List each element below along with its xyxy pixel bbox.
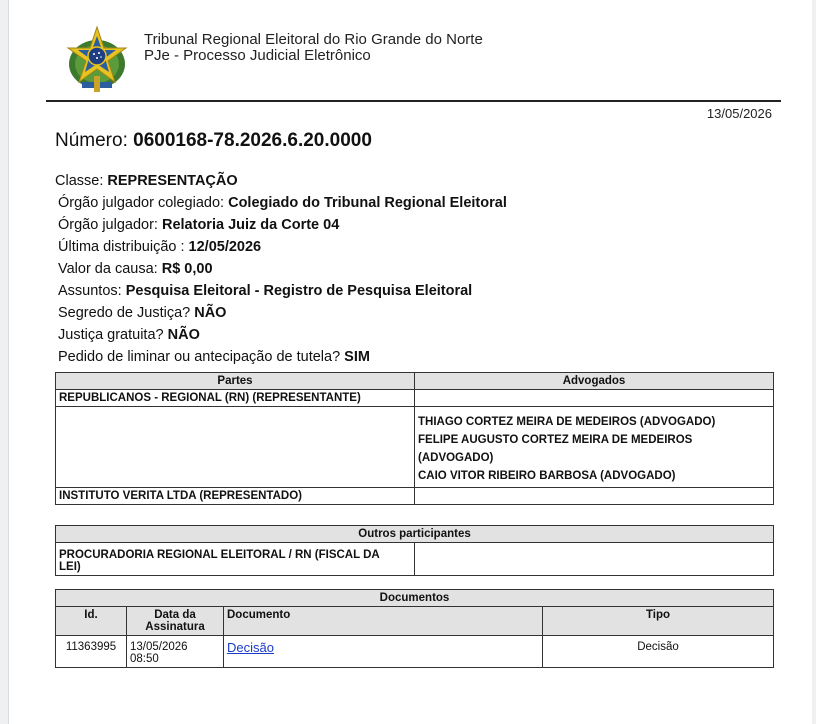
doc-cell bbox=[224, 636, 543, 668]
fiscal-lei: PROCURADORIA REGIONAL ELEITORAL / RN (FISCAL DA LEI) bbox=[56, 543, 415, 576]
parte-empty bbox=[56, 407, 415, 488]
window-right-edge bbox=[812, 0, 816, 724]
advogados-empty bbox=[415, 390, 774, 407]
field-pedido-liminar: Pedido de liminar ou antecipação de tutela? SIM bbox=[58, 349, 370, 365]
field-orgao-colegiado: Órgão julgador colegiado: Colegiado do Tribunal Regional Eleitoral bbox=[58, 195, 507, 211]
advogado-2-role: (ADVOGADO) bbox=[418, 452, 494, 464]
field-segredo-justica: Segredo de Justiça? NÃO bbox=[58, 305, 227, 321]
documentos-table bbox=[55, 589, 774, 668]
doc-id: 11363995 bbox=[56, 636, 127, 668]
process-number bbox=[55, 130, 372, 152]
field-assuntos: Assuntos: Pesquisa Eleitoral - Registro de Pesquisa Eleitoral bbox=[58, 283, 473, 299]
brazil-coat-of-arms-icon bbox=[64, 24, 130, 96]
decisao-link[interactable]: Decisão bbox=[227, 640, 274, 655]
table-row bbox=[56, 543, 774, 576]
process-number-value: 0600168-78.2026.6.20.0000 bbox=[133, 130, 372, 151]
partes-header: Partes bbox=[56, 373, 415, 390]
process-fields bbox=[55, 170, 507, 368]
col-data-assinatura: Data da Assinatura bbox=[127, 607, 224, 636]
advogados-empty-2 bbox=[415, 488, 774, 505]
documentos-header: Documentos bbox=[56, 590, 774, 607]
table-row bbox=[56, 488, 774, 505]
col-documento: Documento bbox=[224, 607, 543, 636]
field-justica-gratuita: Justiça gratuita? NÃO bbox=[58, 327, 200, 343]
field-classe: Classe: REPRESENTAÇÃO bbox=[55, 173, 238, 189]
doc-tipo: Decisão bbox=[543, 636, 774, 668]
field-valor-causa: Valor da causa: R$ 0,00 bbox=[58, 261, 213, 277]
advogado-3: CAIO VITOR RIBEIRO BARBOSA (ADVOGADO) bbox=[418, 470, 676, 482]
table-row bbox=[56, 390, 774, 407]
table-row bbox=[56, 636, 774, 668]
process-number-label: Número: bbox=[55, 130, 134, 151]
court-name-line1: Tribunal Regional Eleitoral do Rio Grande do Norte bbox=[144, 31, 483, 48]
parte-representado: INSTITUTO VERITA LTDA (REPRESENTADO) bbox=[56, 488, 415, 505]
window-left-edge bbox=[0, 0, 9, 724]
field-ultima-distribuicao: Última distribuição : 12/05/2026 bbox=[58, 239, 262, 255]
outros-header: Outros participantes bbox=[56, 526, 774, 543]
print-date: 13/05/2026 bbox=[706, 106, 772, 121]
doc-date: 13/05/2026 08:50 bbox=[127, 636, 224, 668]
outros-empty bbox=[415, 543, 774, 576]
advogado-2: FELIPE AUGUSTO CORTEZ MEIRA DE MEDEIROS bbox=[418, 434, 693, 446]
court-name-line2: PJe - Processo Judicial Eletrônico bbox=[144, 47, 371, 64]
parte-representante: REPUBLICANOS - REGIONAL (RN) (REPRESENTANTE) bbox=[56, 390, 415, 407]
partes-table bbox=[55, 372, 774, 505]
col-id: Id. bbox=[56, 607, 127, 636]
table-row bbox=[56, 407, 774, 488]
advogado-1: THIAGO CORTEZ MEIRA DE MEDEIROS (ADVOGADO) bbox=[418, 416, 716, 428]
advogados-list bbox=[415, 407, 774, 488]
court-name bbox=[144, 32, 483, 64]
document-header bbox=[46, 20, 781, 102]
col-tipo: Tipo bbox=[543, 607, 774, 636]
outros-participantes-table bbox=[55, 525, 774, 576]
advogados-header: Advogados bbox=[415, 373, 774, 390]
field-orgao-julgador: Órgão julgador: Relatoria Juiz da Corte 04 bbox=[58, 217, 340, 233]
